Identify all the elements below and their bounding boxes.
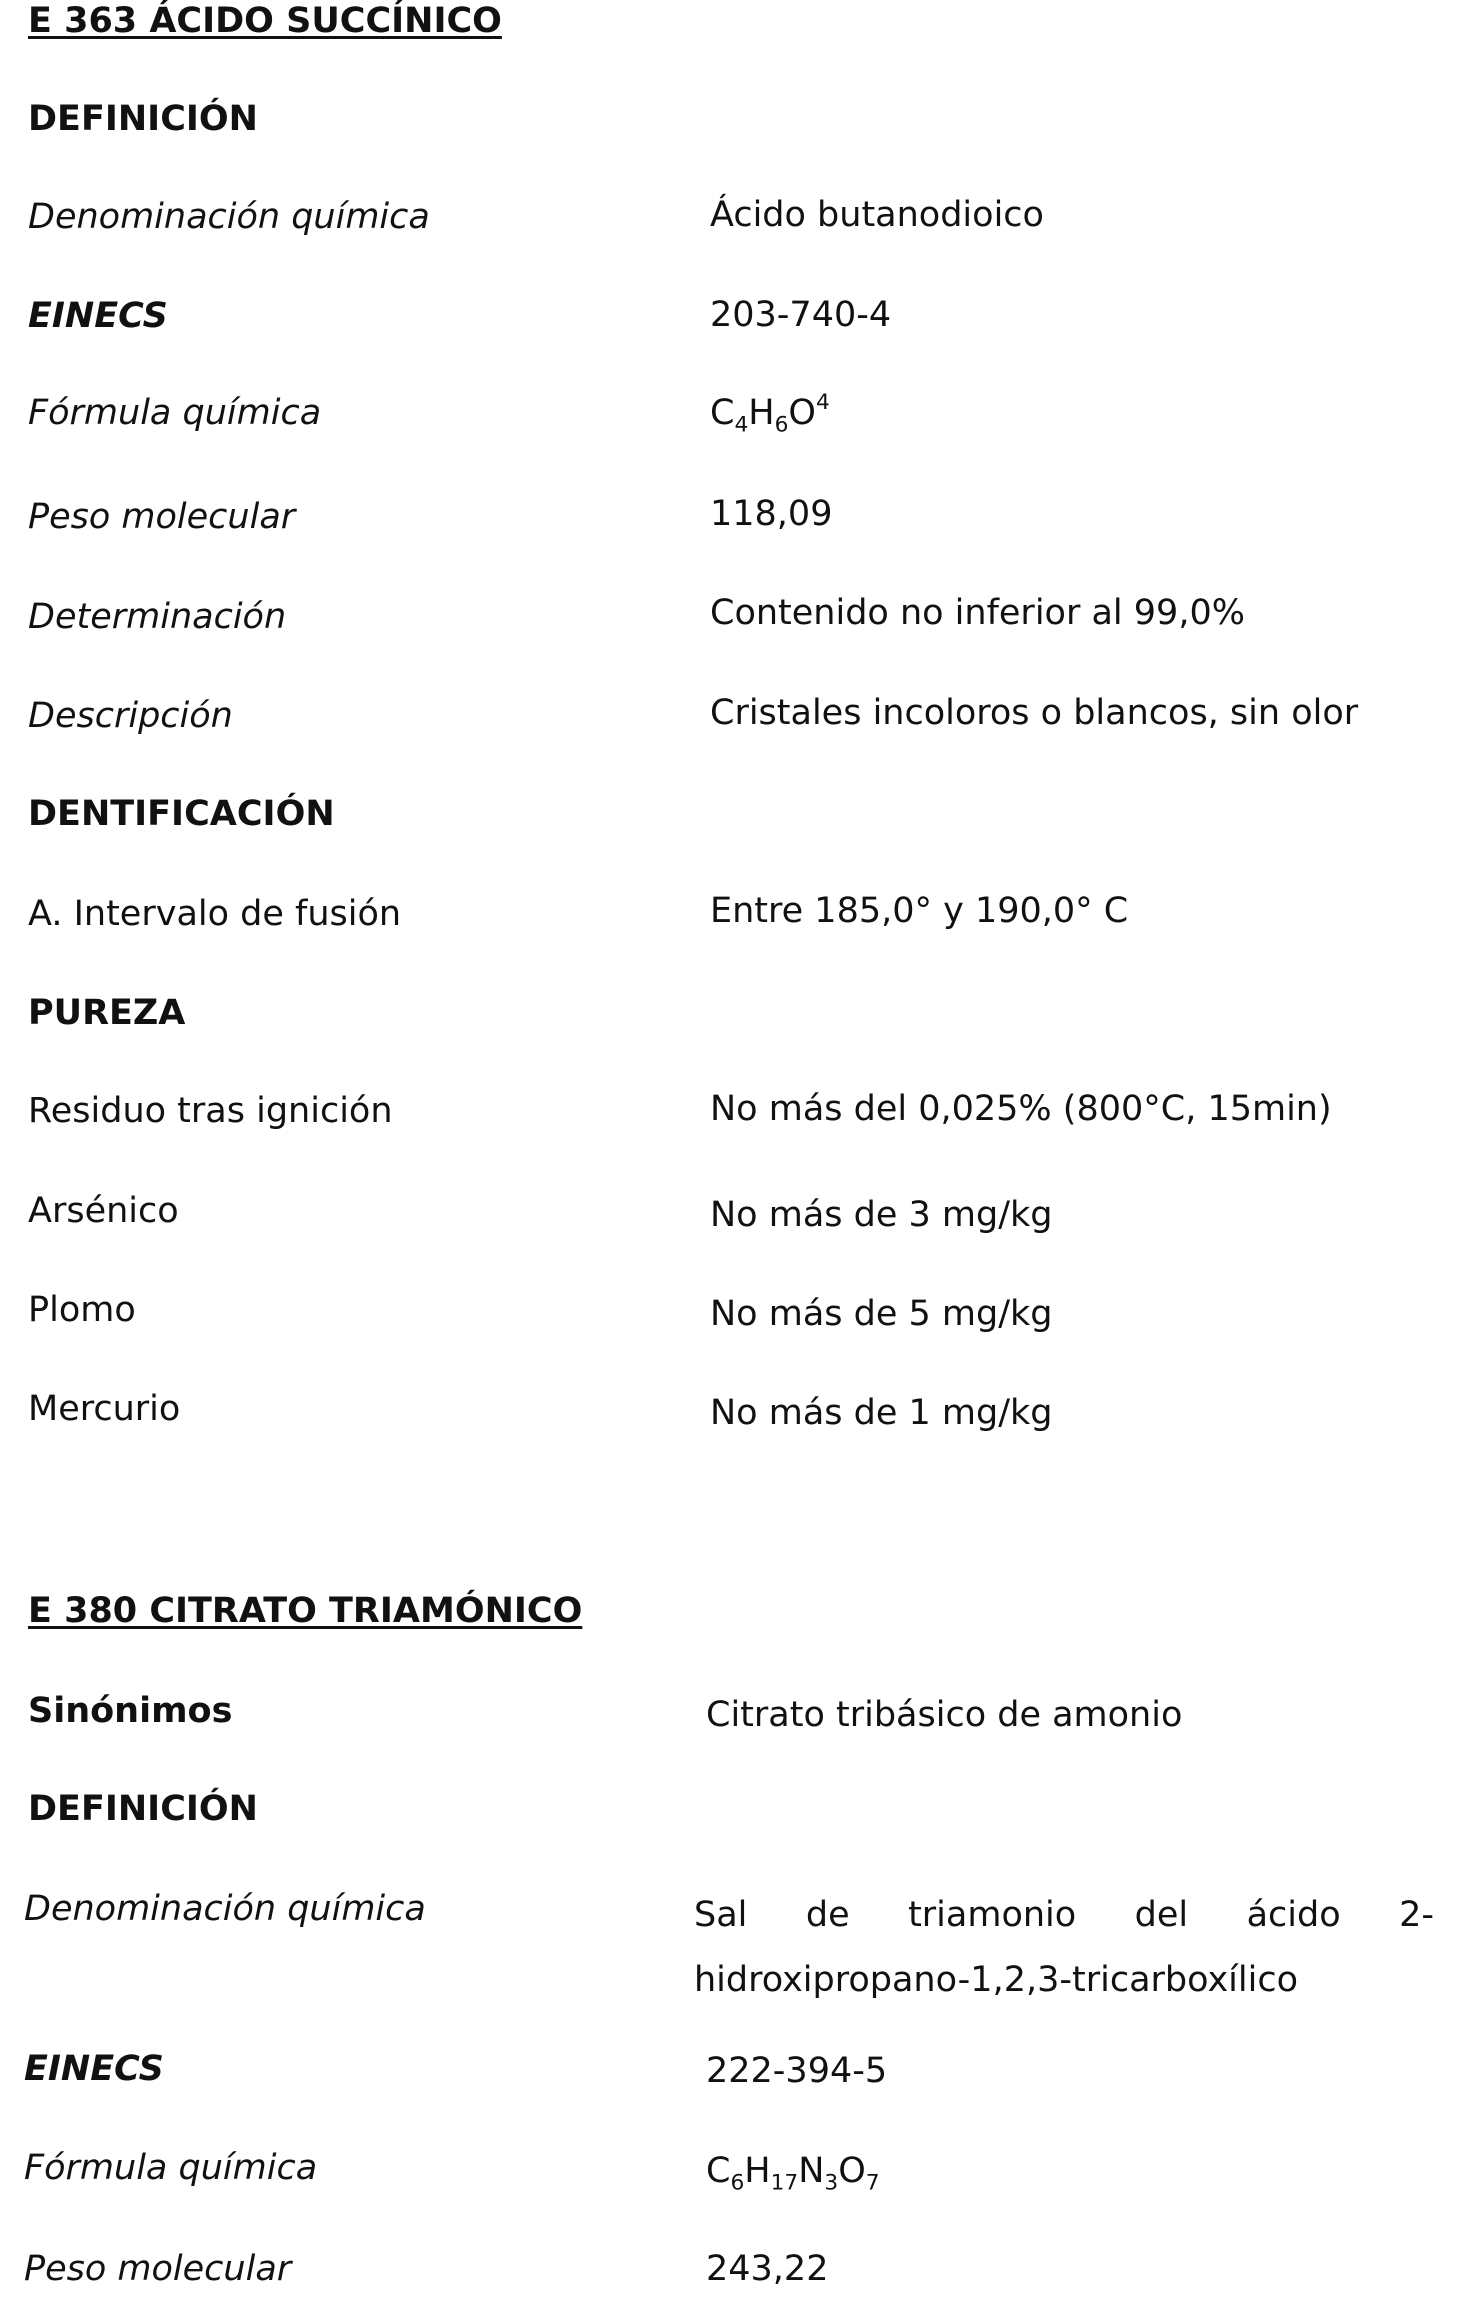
e363-plomo-value: No más de 5 mg/kg <box>710 1294 1053 1334</box>
e380-einecs-value: 222-394-5 <box>706 2051 888 2091</box>
e363-formula-sub-c: 4 <box>734 412 749 438</box>
e380-peso-value: 243,22 <box>706 2249 829 2289</box>
e380-denominacion-value <box>694 1883 1434 2013</box>
e363-arsenico-label: Arsénico <box>28 1191 179 1231</box>
e380-definicion-title: DEFINICIÓN <box>28 1789 258 1829</box>
e363-descripcion-value: Cristales incoloros o blancos, sin olor <box>710 693 1359 733</box>
e363-residuo-label: Residuo tras ignición <box>28 1091 393 1131</box>
e380-formula-el-o: O <box>838 2151 866 2191</box>
e380-denominacion-label: Denominación química <box>24 1889 426 1929</box>
e363-formula-sub-h: 6 <box>774 412 789 438</box>
e363-arsenico-value: No más de 3 mg/kg <box>710 1195 1053 1235</box>
e363-mercurio-value: No más de 1 mg/kg <box>710 1393 1053 1433</box>
e363-formula-el-c: C <box>710 393 735 433</box>
e363-residuo-value: No más del 0,025% (800°C, 15min) <box>710 1089 1332 1129</box>
e363-pureza-title: PUREZA <box>28 993 186 1033</box>
e380-formula-el-h: H <box>744 2151 771 2191</box>
e380-formula-value <box>706 2150 880 2194</box>
e380-formula-sub-o: 7 <box>865 2170 880 2196</box>
e363-peso-label: Peso molecular <box>28 497 296 537</box>
e363-intervalo-label: A. Intervalo de fusión <box>28 894 402 934</box>
e363-formula-el-h: H <box>748 393 775 433</box>
e380-peso-label: Peso molecular <box>24 2249 292 2289</box>
e363-heading: E 363 ÁCIDO SUCCÍNICO <box>28 1 502 41</box>
e363-peso-value: 118,09 <box>710 494 833 534</box>
e363-determinacion-value: Contenido no inferior al 99,0% <box>710 593 1245 633</box>
e363-determinacion-label: Determinación <box>28 597 287 637</box>
e380-formula-sub-h: 17 <box>770 2170 799 2196</box>
e380-formula-el-c: C <box>706 2151 731 2191</box>
e380-denominacion-line1: Sal de triamonio del ácido 2- <box>694 1895 1434 1935</box>
e363-mercurio-label: Mercurio <box>28 1389 181 1429</box>
e363-descripcion-label: Descripción <box>28 696 233 736</box>
e363-intervalo-value: Entre 185,0° y 190,0° C <box>710 891 1129 931</box>
e380-denominacion-line2: hidroxipropano-1,2,3-tricarboxílico <box>694 1959 1299 2000</box>
e363-plomo-label: Plomo <box>28 1290 136 1330</box>
e363-identificacion-title: DENTIFICACIÓN <box>28 794 335 834</box>
e363-denominacion-label: Denominación química <box>28 197 430 237</box>
e380-sinonimos-label: Sinónimos <box>28 1691 233 1731</box>
e363-formula-el-o: O <box>788 393 816 433</box>
e363-formula-value <box>710 389 830 438</box>
e380-formula-label: Fórmula química <box>24 2148 318 2188</box>
e363-einecs-value: 203-740-4 <box>710 295 892 335</box>
e363-formula-sup-o: 4 <box>815 389 830 415</box>
e380-einecs-label: EINECS <box>24 2049 164 2089</box>
e380-formula-el-n: N <box>798 2151 825 2191</box>
e363-definicion-title: DEFINICIÓN <box>28 99 258 139</box>
e363-denominacion-value: Ácido butanodioico <box>710 195 1044 235</box>
e380-heading: E 380 CITRATO TRIAMÓNICO <box>28 1591 583 1631</box>
e380-formula-sub-n: 3 <box>824 2170 839 2196</box>
e380-sinonimos-value: Citrato tribásico de amonio <box>706 1695 1183 1735</box>
e363-einecs-label: EINECS <box>28 296 168 336</box>
e363-formula-label: Fórmula química <box>28 393 322 433</box>
e380-formula-sub-c: 6 <box>730 2170 745 2196</box>
